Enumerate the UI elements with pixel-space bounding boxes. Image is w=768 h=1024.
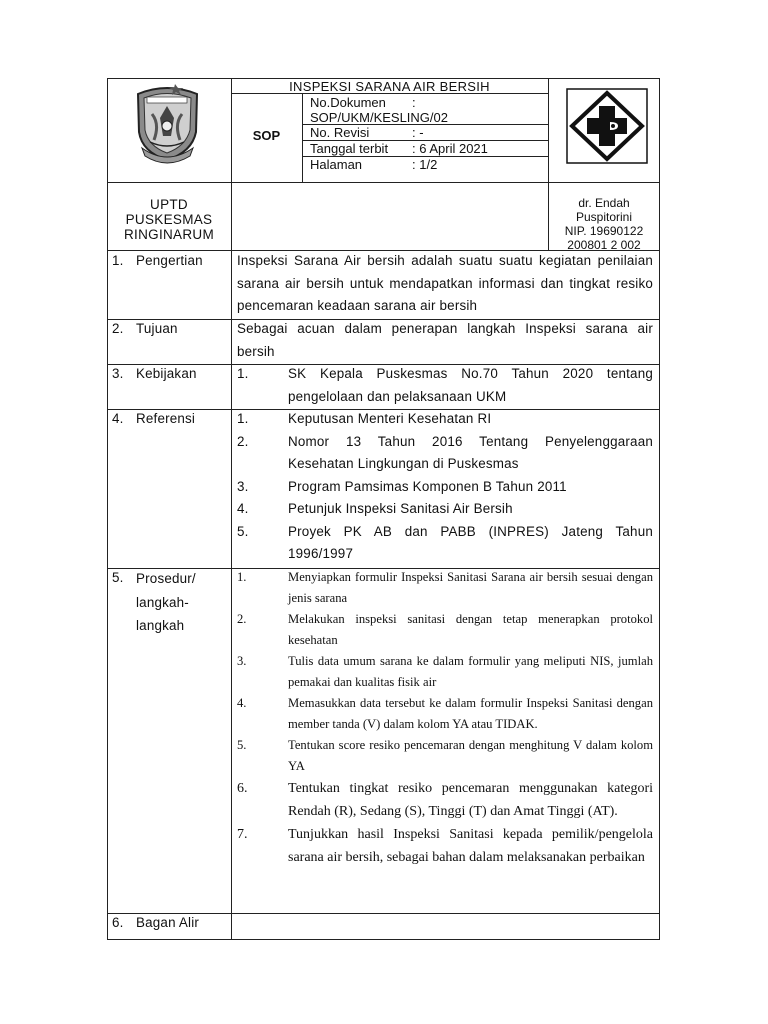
- institution-name: UPTD PUSKESMAS RINGINARUM: [124, 197, 214, 242]
- section-label-kebijakan: 3. Kebijakan: [112, 366, 197, 381]
- issued-label: Tanggal terbit: [310, 141, 389, 156]
- revision-label: No. Revisi: [310, 125, 370, 140]
- list-item: 3. Tulis data umum sarana ke dalam formulir yang meliputi NIS, jumlah pemakai dan kualitas fisik air: [237, 654, 653, 689]
- list-item: 1. Keputusan Menteri Kesehatan RI: [237, 411, 492, 426]
- section-text-tujuan: Sebagai acuan dalam penerapan langkah Inspeksi sarana air bersih: [237, 321, 653, 359]
- list-item: 1. Menyiapkan formulir Inspeksi Sanitasi Sarana air bersih sesuai dengan jenis sarana: [237, 570, 653, 605]
- list-item: 4. Memasukkan data tersebut ke dalam formulir Inspeksi Sanitasi dengan member tanda (V) dalam kolom YA atau TIDAK.: [237, 696, 653, 731]
- list-item: 6. Tentukan tingkat resiko pencemaran menggunakan kategori Rendah (R), Sedang (S), Tinggi (T) dan Amat Tinggi (AT).: [237, 781, 653, 819]
- list-item: 1. SK Kepala Puskesmas No.70 Tahun 2020 tentang pengelolaan dan pelaksanaan UKM: [237, 366, 653, 404]
- section-label-prosedur: 5. Prosedur/ langkah- langkah: [112, 570, 196, 633]
- kebijakan-list: [237, 363, 653, 408]
- list-item: 7. Tunjukkan hasil Inspeksi Sanitasi kepada pemilik/pengelola sarana air bersih, sebagai bahan dalam melaksanakan perbaikan: [237, 827, 653, 865]
- signatory-block: dr. Endah Puspitorini NIP. 19690122 200801 2 002: [548, 196, 660, 252]
- list-item: 4. Petunjuk Inspeksi Sanitasi Air Bersih: [237, 501, 513, 516]
- kendal-regency-crest-icon: [130, 80, 205, 165]
- section-label-pengertian: 1. Pengertian: [112, 253, 203, 268]
- page-label: Halaman: [310, 157, 363, 172]
- doc-no-value: : SOP/UKM/KESLING/02: [310, 95, 448, 125]
- sop-label: SOP: [252, 128, 281, 143]
- section-label-referensi: 4. Referensi: [112, 411, 196, 426]
- list-item: 3. Program Pamsimas Komponen B Tahun 2011: [237, 478, 567, 494]
- prosedur-list: [237, 567, 653, 869]
- section-text-pengertian: Inspeksi Sarana Air bersih adalah suatu suatu kegiatan penilaian sarana air bersih untuk mendapatkan informasi dan tingkat resiko pencemaran keadaan sarana air bersih: [237, 253, 653, 313]
- header-divider: [107, 182, 660, 183]
- page-value: : 1/2: [412, 157, 438, 172]
- signatory-name: dr. Endah: [578, 196, 630, 210]
- doc-no-label: No.Dokumen: [310, 95, 386, 110]
- signatory-nip: NIP. 19690122: [564, 224, 644, 238]
- section-label-bagan-alir: 6. Bagan Alir: [112, 915, 200, 930]
- list-item: 2. Melakukan inspeksi sanitasi dengan tetap menerapkan protokol kesehatan: [237, 612, 653, 647]
- referensi-list: [237, 408, 653, 566]
- document-title: INSPEKSI SARANA AIR BERSIH: [289, 79, 490, 94]
- revision-value: : -: [412, 125, 424, 140]
- list-item: 5. Tentukan score resiko pencemaran dengan menghitung V dalam kolom YA: [237, 738, 653, 773]
- section-label-tujuan: 2. Tujuan: [112, 321, 178, 336]
- puskesmas-cross-logo-icon: [566, 88, 648, 164]
- issued-value: : 6 April 2021: [412, 141, 488, 156]
- header-divider: [302, 93, 303, 182]
- list-item: 5. Proyek PK AB dan PABB (INPRES) Jateng Tahun 1996/1997: [237, 523, 653, 561]
- list-item: 2. Nomor 13 Tahun 2016 Tentang Penyelenggaraan Kesehatan Lingkungan di Puskesmas: [237, 433, 653, 471]
